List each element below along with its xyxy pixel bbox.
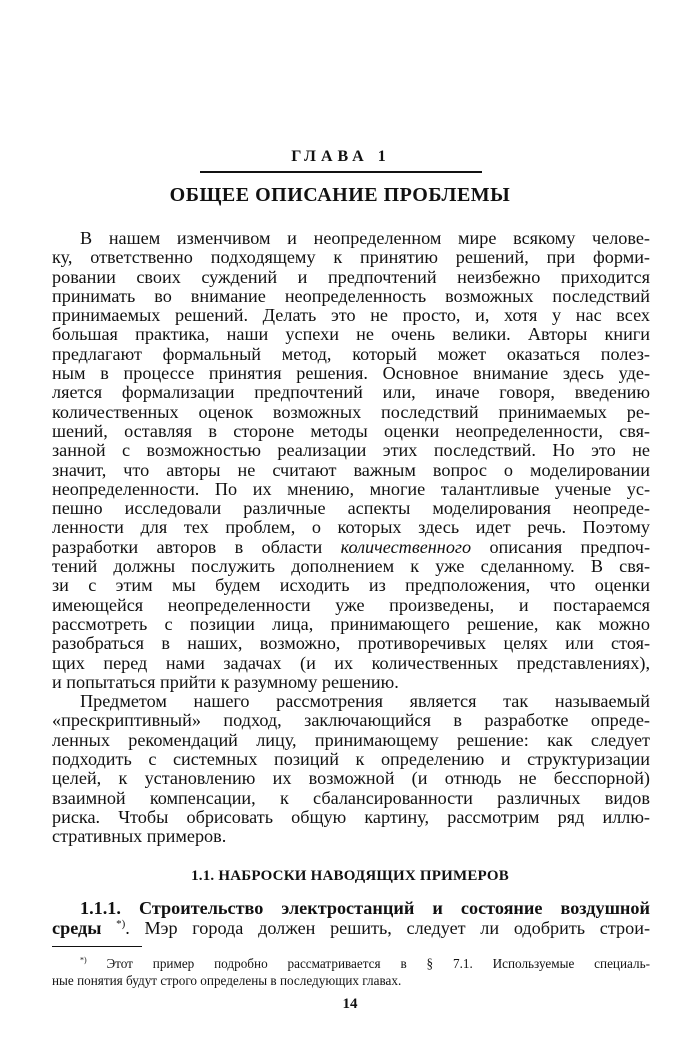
body-line: ным в процессе принятия решения. Основное внимание здесь уде-: [52, 363, 650, 384]
footnote-text: Этот пример подробно рассматривается в § 7.1. Используемые специаль-: [106, 956, 650, 971]
body-line: взаимной компенсации, к сбалансированности различных видов: [52, 787, 650, 808]
subsection-line: [52, 918, 650, 938]
body-line: щих перед нами задачах (и их количественных представлениях),: [52, 652, 650, 673]
footnote-reference: *): [116, 917, 126, 930]
footnote-mark: *): [80, 955, 87, 965]
body-line: целей, к установлению их возможной (и отнюдь не бесспорной): [52, 768, 650, 789]
body-line: рассмотреть с позиции лица, принимающего решение, как можно: [52, 613, 650, 634]
footnote: [52, 955, 650, 989]
footnote-line: [52, 955, 650, 972]
chapter-label: ГЛАВА 1: [291, 148, 391, 165]
body-line: ровании своих суждений и предпочтений неизбежно приходится: [52, 266, 650, 287]
subsection-heading-end: среды: [52, 918, 102, 938]
body-line: неопределенности. По их мнению, многие талантливые ученые ус-: [52, 478, 650, 499]
body-line: имеющейся неопределенности уже произведены, и постараемся: [52, 594, 650, 615]
body-line: предлагают формальный метод, который может оказаться полез-: [52, 343, 650, 364]
body-line: принимаемых решений. Делать это не просто, и, хотя у нас всех: [52, 305, 650, 326]
body-line: тений должны послужить дополнением к уже сделанному. В свя-: [52, 556, 650, 577]
body-line: стративных примеров.: [52, 826, 227, 847]
subsection-text: . Мэр города должен решить, следует ли одобрить строи-: [125, 918, 650, 938]
body-line: количественных оценок возможных последствий принимаемых ре-: [52, 401, 650, 422]
body-line-part: разработки авторов в области: [52, 536, 323, 557]
body-line: значит, что авторы не считают важным вопрос о моделировании: [52, 459, 650, 480]
body-line: подходить с системных позиций к определению и структуризации: [52, 749, 650, 770]
body-line: зи с этим мы будем исходить из предположения, что оценки: [52, 575, 650, 596]
body-line: принимать во внимание неопределенность возможных последствий: [52, 285, 650, 306]
body-line: «прескриптивный» подход, заключающийся в разработке опреде-: [52, 710, 650, 731]
chapter-rule: [200, 171, 482, 173]
body-line: В нашем изменчивом и неопределенном мире всякому челове-: [80, 228, 650, 248]
body-line: и попытаться прийти к разумному решению.: [52, 671, 399, 692]
italic-emphasis: количественного: [340, 536, 472, 557]
body-line: ку, ответственно подходящему к принятию решений, при форми-: [52, 247, 650, 268]
chapter-body-text: [52, 229, 650, 847]
body-line: пешно исследовали различные аспекты моделирования неопреде-: [52, 498, 650, 519]
body-line: риска. Чтобы обрисовать общую картину, рассмотрим ряд иллю-: [52, 806, 650, 827]
body-line: ляется формализации предпочтений или, иначе говоря, введению: [52, 382, 650, 403]
body-line: шений, оставляя в стороне методы оценки неопределенности, свя-: [52, 420, 650, 441]
body-line: ленных рекомендаций лицу, принимающему решение: как следует: [52, 729, 650, 750]
body-line: разобраться в наших, возможно, противоречивых целях или стоя-: [52, 633, 650, 654]
subsection-start: [52, 898, 650, 938]
page-number: 14: [342, 996, 358, 1012]
body-line: занной с возможностью реализации этих последствий. Но это не: [52, 440, 650, 461]
chapter-title: ОБЩЕЕ ОПИСАНИЕ ПРОБЛЕМЫ: [169, 184, 511, 206]
subsection-heading: 1.1.1. Строительство электростанций и состояние воздушной: [80, 898, 650, 918]
body-line-part: описания предпоч-: [489, 536, 651, 557]
footnote-line: ные понятия будут строго определены в последующих главах.: [52, 973, 402, 988]
footnote-rule: [52, 946, 142, 947]
body-line: большая практика, наши успехи не очень велики. Авторы книги: [52, 324, 650, 345]
section-heading: 1.1. НАБРОСКИ НАВОДЯЩИХ ПРИМЕРОВ: [191, 868, 509, 884]
body-line: Предметом нашего рассмотрения является так называемый: [80, 691, 650, 712]
body-line-with-italic: [52, 538, 650, 557]
body-line: ленности для тех проблем, о которых здесь идет речь. Поэтому: [52, 517, 650, 538]
